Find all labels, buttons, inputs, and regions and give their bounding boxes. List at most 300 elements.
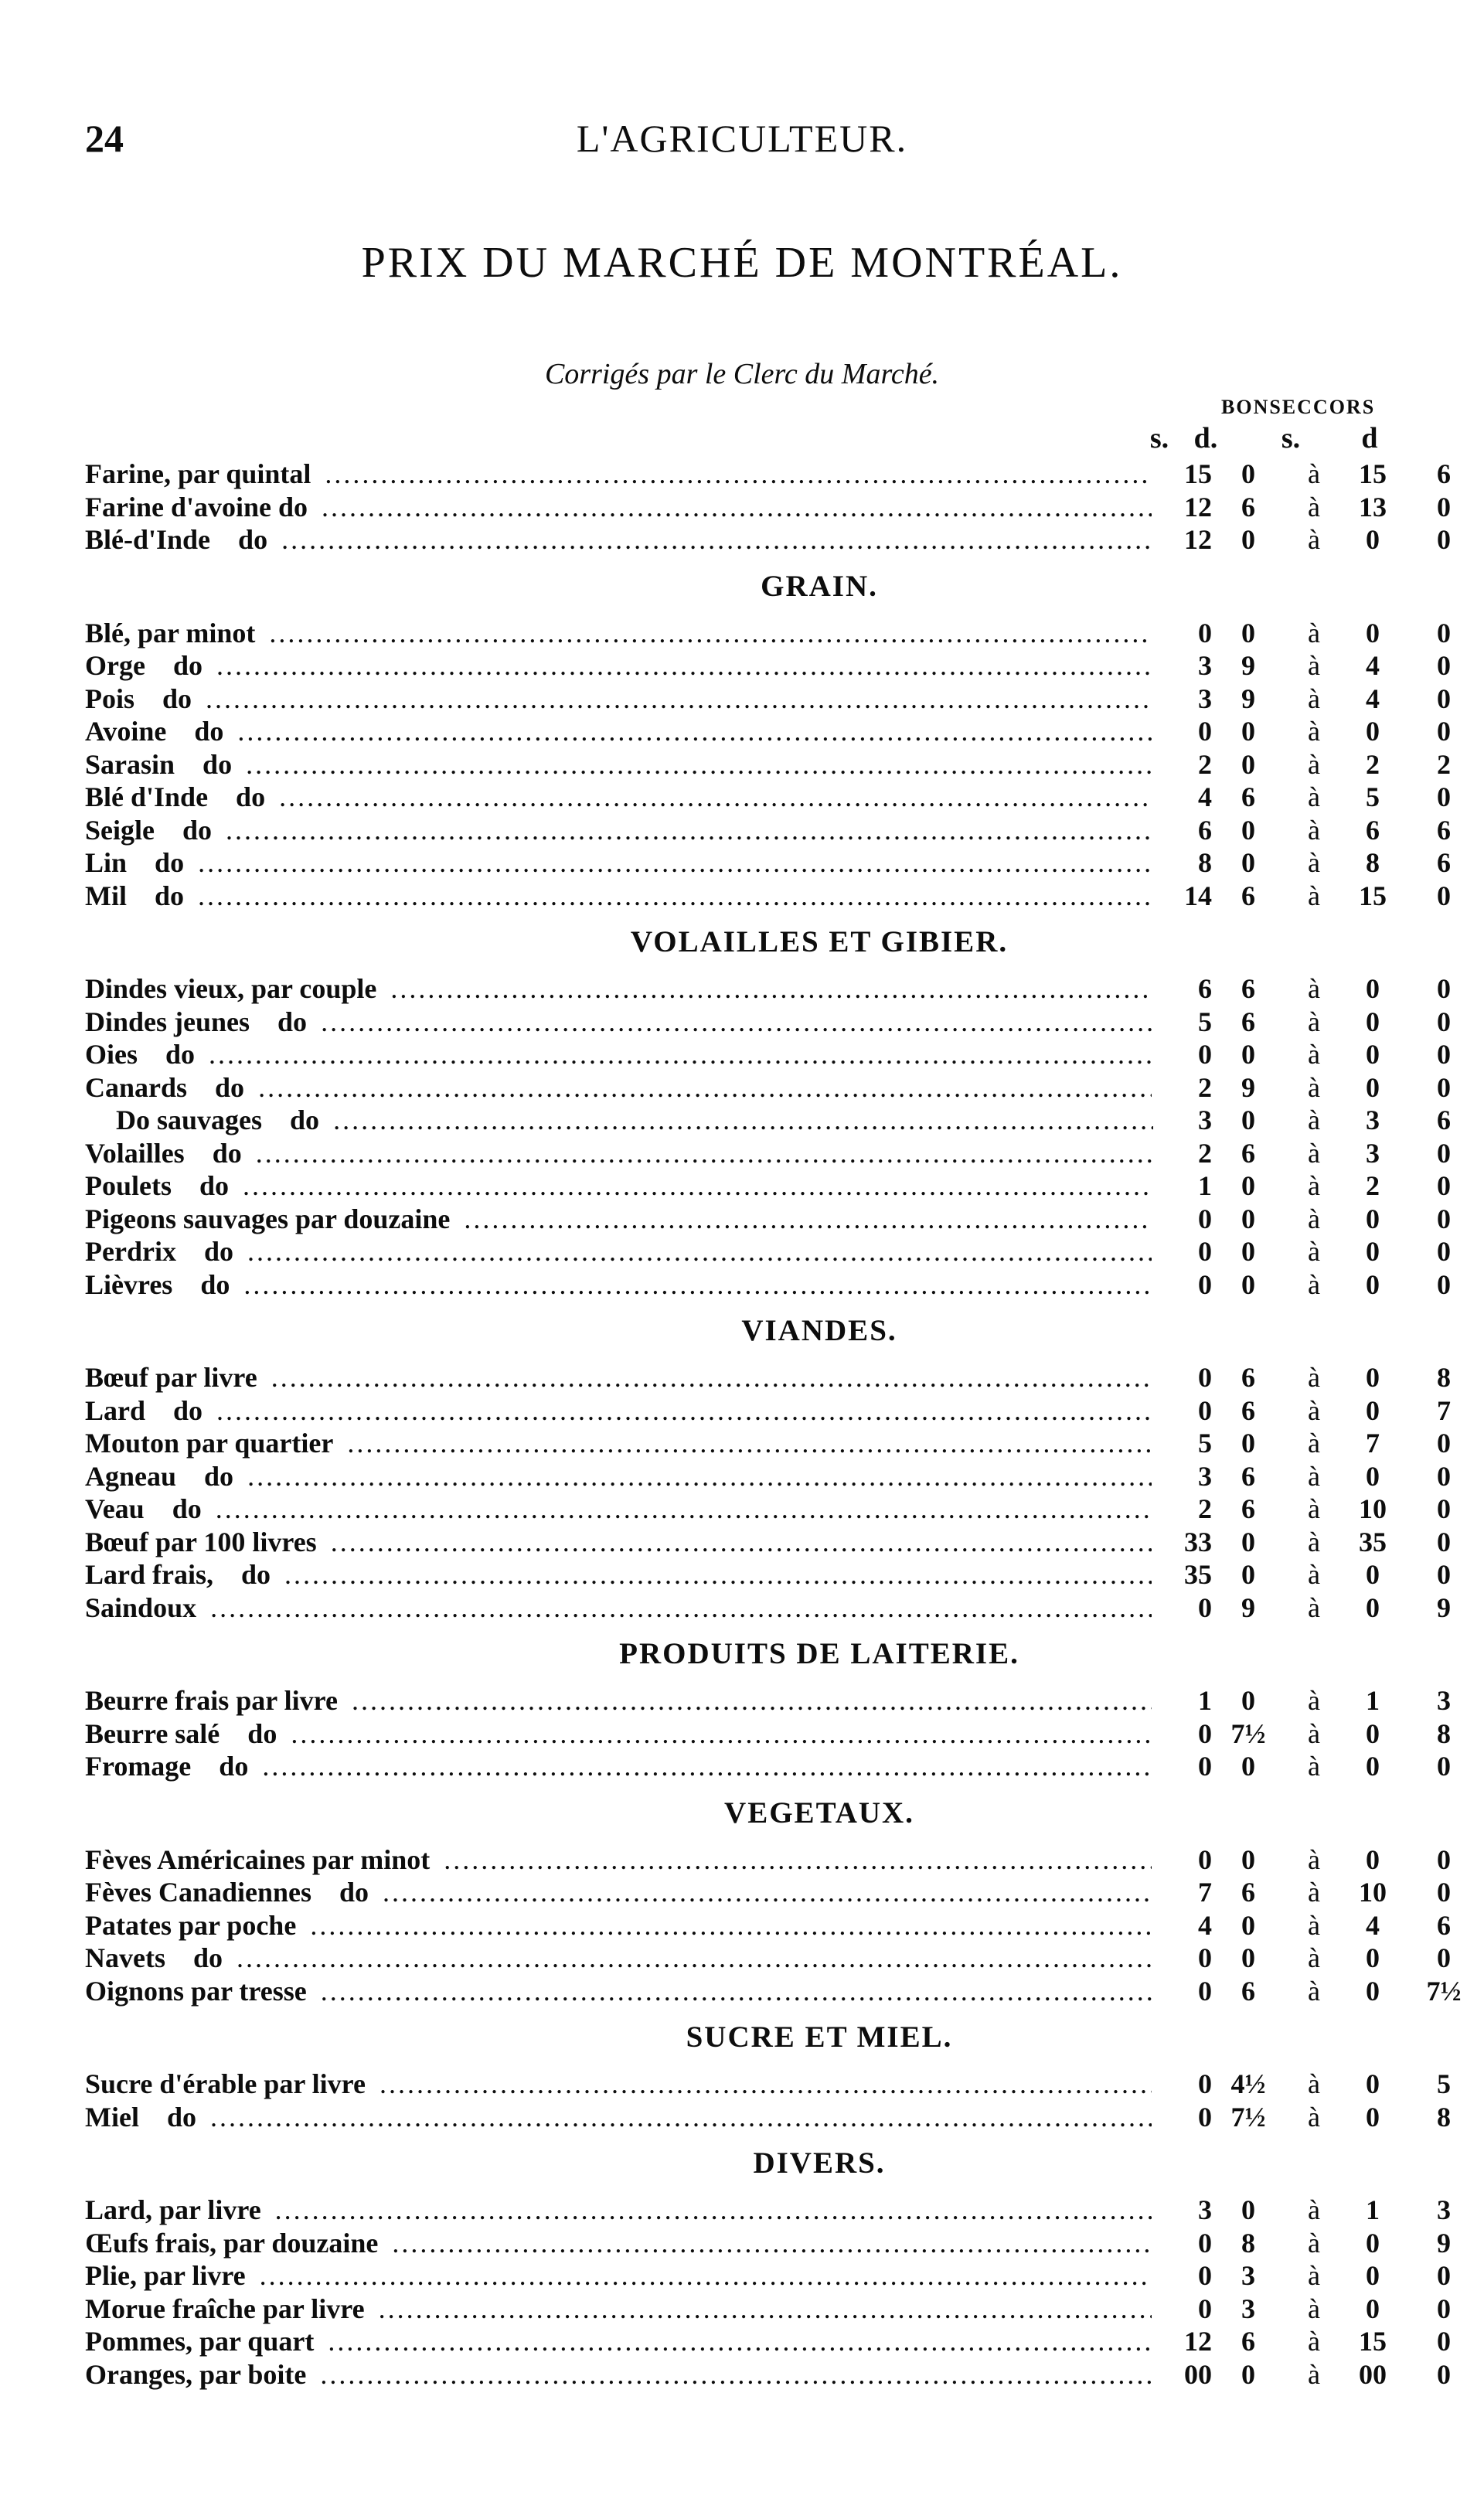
price-min-pence: 0 (1213, 748, 1283, 781)
item-unit: do (182, 815, 216, 846)
item-label: Navets (85, 1942, 170, 1973)
price-row-label-wrap (85, 523, 1152, 557)
price-separator: à (1283, 715, 1345, 748)
price-row-label-wrap (85, 2101, 1152, 2134)
item-unit: do (238, 524, 272, 555)
price-max-shillings: 2 (1337, 1169, 1408, 1203)
item-label: Lard, par livre (85, 2194, 266, 2225)
item-label: Sarasin (85, 749, 179, 780)
price-max-pence: 7 (1411, 1394, 1476, 1428)
price-min-shillings: 0 (1153, 2293, 1212, 2326)
price-separator: à (1283, 1526, 1345, 1559)
item-label: Oies (85, 1039, 142, 1070)
item-unit: do (339, 1877, 373, 1908)
price-row-label-wrap (85, 2325, 1152, 2358)
price-max-shillings: 15 (1337, 458, 1408, 491)
price-max-pence: 0 (1411, 649, 1476, 683)
price-min-shillings: 2 (1153, 1493, 1212, 1526)
price-max-shillings: 0 (1337, 1394, 1408, 1428)
price-row (85, 1235, 1451, 1268)
price-max-shillings: 0 (1337, 1460, 1408, 1493)
price-separator: à (1283, 1038, 1345, 1071)
price-row-label-wrap (85, 1137, 1152, 1170)
price-min-pence: 6 (1213, 972, 1283, 1006)
price-separator: à (1283, 1006, 1345, 1039)
price-min-shillings: 3 (1153, 683, 1212, 716)
price-max-pence: 0 (1411, 491, 1476, 524)
price-row (85, 2259, 1451, 2293)
price-separator: à (1283, 1104, 1345, 1137)
price-min-shillings: 3 (1153, 1460, 1212, 1493)
price-row-label-wrap (85, 1717, 1152, 1751)
item-label: Beurre salé (85, 1718, 224, 1749)
price-separator: à (1283, 1493, 1345, 1526)
page-title: PRIX DU MARCHÉ DE MONTRÉAL. (361, 239, 1123, 287)
price-row-label-wrap (85, 1071, 1152, 1105)
price-row-label-wrap (85, 683, 1152, 716)
price-row (85, 1427, 1451, 1460)
price-max-shillings: 0 (1337, 523, 1408, 557)
price-min-shillings: 12 (1153, 491, 1212, 524)
price-max-pence: 9 (1411, 1591, 1476, 1625)
price-separator: à (1283, 1137, 1345, 1170)
price-row-label-wrap (85, 1591, 1152, 1625)
price-min-shillings: 12 (1153, 523, 1212, 557)
price-max-pence: 0 (1411, 1493, 1476, 1526)
item-label: Blé-d'Inde (85, 524, 215, 555)
item-label: Oignons par tresse (85, 1976, 311, 2007)
item-unit: do (165, 1039, 199, 1070)
item-label: Patates par poche (85, 1910, 301, 1941)
price-row (85, 1876, 1451, 1909)
price-separator: à (1283, 1394, 1345, 1428)
item-unit: do (219, 1751, 253, 1782)
price-min-pence: 0 (1213, 1909, 1283, 1942)
item-unit: do (204, 1461, 238, 1492)
price-min-shillings: 35 (1153, 1558, 1212, 1591)
price-separator: à (1283, 1169, 1345, 1203)
price-max-shillings: 5 (1337, 781, 1408, 814)
price-max-shillings: 0 (1337, 1268, 1408, 1302)
price-min-pence: 0 (1213, 814, 1283, 847)
price-min-shillings: 15 (1153, 458, 1212, 491)
price-max-shillings: 6 (1337, 814, 1408, 847)
item-label: Lièvres (85, 1269, 177, 1300)
price-max-pence: 0 (1411, 972, 1476, 1006)
price-min-shillings: 0 (1153, 1038, 1212, 1071)
price-max-pence: 0 (1411, 1942, 1476, 1975)
price-max-pence: 8 (1411, 1717, 1476, 1751)
price-max-pence: 3 (1411, 1684, 1476, 1717)
price-min-pence: 0 (1213, 1203, 1283, 1236)
price-min-pence: 8 (1213, 2227, 1283, 2260)
price-max-shillings: 10 (1337, 1493, 1408, 1526)
price-max-shillings: 8 (1337, 846, 1408, 880)
price-max-shillings: 0 (1337, 1361, 1408, 1394)
price-min-pence: 6 (1213, 1361, 1283, 1394)
price-row (85, 683, 1451, 716)
price-min-shillings: 3 (1153, 1104, 1212, 1137)
price-min-shillings: 0 (1153, 1268, 1212, 1302)
price-row (85, 491, 1451, 524)
price-row (85, 1750, 1451, 1783)
price-separator: à (1283, 1843, 1345, 1877)
price-min-pence: 0 (1213, 1268, 1283, 1302)
price-min-pence: 0 (1213, 617, 1283, 650)
price-row (85, 1909, 1451, 1942)
item-label: Pois (85, 683, 139, 714)
price-row (85, 1203, 1451, 1236)
price-max-pence: 0 (1411, 781, 1476, 814)
price-min-shillings: 5 (1153, 1006, 1212, 1039)
price-separator: à (1283, 1909, 1345, 1942)
price-min-pence: 0 (1213, 1235, 1283, 1268)
item-label: Farine, par quintal (85, 458, 315, 489)
price-row (85, 1942, 1451, 1975)
price-min-shillings: 33 (1153, 1526, 1212, 1559)
item-label: Lard (85, 1395, 150, 1426)
price-max-shillings: 4 (1337, 1909, 1408, 1942)
price-max-shillings: 10 (1337, 1876, 1408, 1909)
price-min-shillings: 3 (1153, 649, 1212, 683)
price-row-label-wrap (85, 880, 1152, 913)
price-separator: à (1283, 2227, 1345, 2260)
price-max-shillings: 2 (1337, 748, 1408, 781)
price-max-pence: 6 (1411, 814, 1476, 847)
item-label: Bœuf par 100 livres (85, 1527, 322, 1557)
item-unit: do (155, 880, 189, 911)
price-max-shillings: 13 (1337, 491, 1408, 524)
page-subtitle: Corrigés par le Clerc du Marché. (544, 358, 940, 390)
item-label: Œufs frais, par douzaine (85, 2228, 383, 2259)
price-min-pence: 0 (1213, 846, 1283, 880)
unit-pence-max: d (1361, 422, 1378, 454)
price-max-pence: 3 (1411, 2194, 1476, 2227)
price-max-shillings: 0 (1337, 1006, 1408, 1039)
item-label: Agneau (85, 1461, 181, 1492)
price-row (85, 1169, 1451, 1203)
price-row-label-wrap (85, 972, 1152, 1006)
price-max-shillings: 1 (1337, 2194, 1408, 2227)
price-max-pence: 0 (1411, 683, 1476, 716)
price-separator: à (1283, 814, 1345, 847)
price-row (85, 846, 1451, 880)
price-row-label-wrap (85, 1006, 1152, 1039)
price-max-pence: 0 (1411, 1268, 1476, 1302)
price-min-shillings: 0 (1153, 2259, 1212, 2293)
price-min-shillings: 4 (1153, 1909, 1212, 1942)
price-separator: à (1283, 649, 1345, 683)
price-max-shillings: 0 (1337, 2068, 1408, 2101)
price-min-shillings: 0 (1153, 1843, 1212, 1877)
price-min-pence: 6 (1213, 1460, 1283, 1493)
price-min-pence: 6 (1213, 1006, 1283, 1039)
price-max-shillings: 0 (1337, 1203, 1408, 1236)
price-max-pence: 0 (1411, 1427, 1476, 1460)
price-min-pence: 3 (1213, 2293, 1283, 2326)
price-separator: à (1283, 2194, 1345, 2227)
item-unit: do (193, 1942, 227, 1973)
price-min-pence: 0 (1213, 1558, 1283, 1591)
price-min-shillings: 0 (1153, 2227, 1212, 2260)
price-min-pence: 0 (1213, 1427, 1283, 1460)
price-min-pence: 9 (1213, 1591, 1283, 1625)
price-separator: à (1283, 1750, 1345, 1783)
price-min-shillings: 0 (1153, 1394, 1212, 1428)
price-row-label-wrap (85, 748, 1152, 781)
price-row-label-wrap (85, 1169, 1152, 1203)
price-row-label-wrap (85, 1203, 1152, 1236)
item-unit: do (172, 1493, 206, 1524)
price-min-pence: 0 (1213, 1169, 1283, 1203)
item-label: Bœuf par livre (85, 1362, 262, 1393)
price-separator: à (1283, 781, 1345, 814)
price-min-shillings: 12 (1153, 2325, 1212, 2358)
price-max-pence: 0 (1411, 617, 1476, 650)
price-min-pence: 7½ (1213, 2101, 1283, 2134)
price-max-pence: 0 (1411, 2358, 1476, 2391)
price-max-shillings: 35 (1337, 1526, 1408, 1559)
price-min-pence: 6 (1213, 2325, 1283, 2358)
price-row-label-wrap (85, 1942, 1152, 1975)
price-row (85, 2101, 1451, 2134)
item-label: Seigle (85, 815, 159, 846)
price-row-label-wrap (85, 1493, 1152, 1526)
price-min-shillings: 00 (1153, 2358, 1212, 2391)
price-row (85, 2227, 1451, 2260)
price-min-pence: 0 (1213, 1104, 1283, 1137)
price-row-label-wrap (85, 649, 1152, 683)
page-number: 24 (85, 117, 124, 160)
price-separator: à (1283, 1684, 1345, 1717)
price-min-pence: 0 (1213, 1942, 1283, 1975)
price-row (85, 781, 1451, 814)
item-unit: do (241, 1559, 275, 1590)
item-label: Perdrix (85, 1236, 181, 1267)
price-row (85, 2194, 1451, 2227)
price-max-pence: 6 (1411, 1909, 1476, 1942)
price-max-pence: 0 (1411, 1137, 1476, 1170)
section-heading: GRAIN. (761, 569, 878, 603)
price-row (85, 1038, 1451, 1071)
price-min-pence: 0 (1213, 458, 1283, 491)
item-label: Orge (85, 650, 150, 681)
item-unit: do (203, 749, 237, 780)
item-label: Canards (85, 1072, 192, 1103)
price-min-pence: 6 (1213, 781, 1283, 814)
price-row-label-wrap (85, 1876, 1152, 1909)
price-separator: à (1283, 2101, 1345, 2134)
price-row-label-wrap (85, 458, 1152, 491)
price-separator: à (1283, 748, 1345, 781)
price-separator: à (1283, 1591, 1345, 1625)
price-row (85, 1361, 1451, 1394)
price-min-pence: 0 (1213, 523, 1283, 557)
section-heading: SUCRE ET MIEL. (686, 2020, 953, 2054)
price-max-shillings: 4 (1337, 649, 1408, 683)
price-min-shillings: 0 (1153, 1591, 1212, 1625)
price-separator: à (1283, 2293, 1345, 2326)
price-separator: à (1283, 683, 1345, 716)
price-min-shillings: 14 (1153, 880, 1212, 913)
price-separator: à (1283, 1558, 1345, 1591)
price-row-label-wrap (85, 617, 1152, 650)
price-min-pence: 4½ (1213, 2068, 1283, 2101)
price-separator: à (1283, 491, 1345, 524)
price-separator: à (1283, 880, 1345, 913)
price-separator: à (1283, 972, 1345, 1006)
price-max-shillings: 0 (1337, 2259, 1408, 2293)
price-max-pence: 8 (1411, 1361, 1476, 1394)
price-row-label-wrap (85, 1909, 1152, 1942)
price-max-shillings: 0 (1337, 1843, 1408, 1877)
price-row-label-wrap (85, 2293, 1152, 2326)
price-row (85, 2293, 1451, 2326)
price-min-pence: 3 (1213, 2259, 1283, 2293)
price-separator: à (1283, 846, 1345, 880)
price-min-pence: 6 (1213, 880, 1283, 913)
price-min-shillings: 0 (1153, 2068, 1212, 2101)
price-max-pence: 0 (1411, 1876, 1476, 1909)
price-max-shillings: 3 (1337, 1137, 1408, 1170)
price-row-label-wrap (85, 1684, 1152, 1717)
item-label: Mil (85, 880, 131, 911)
item-unit: do (199, 1170, 233, 1201)
price-max-pence: 2 (1411, 748, 1476, 781)
price-max-pence: 6 (1411, 846, 1476, 880)
price-separator: à (1283, 1071, 1345, 1105)
price-max-pence: 0 (1411, 1526, 1476, 1559)
item-label: Avoine (85, 716, 171, 747)
price-row-label-wrap (85, 1394, 1152, 1428)
price-max-pence: 6 (1411, 1104, 1476, 1137)
price-min-pence: 0 (1213, 2358, 1283, 2391)
price-row-label-wrap (85, 1750, 1152, 1783)
item-label: Fèves Canadiennes (85, 1877, 316, 1908)
price-max-shillings: 0 (1337, 1071, 1408, 1105)
price-row (85, 1104, 1451, 1137)
price-max-shillings: 0 (1337, 617, 1408, 650)
item-label: Poulets (85, 1170, 176, 1201)
price-separator: à (1283, 2325, 1345, 2358)
price-row (85, 748, 1451, 781)
price-max-shillings: 0 (1337, 1750, 1408, 1783)
price-row (85, 458, 1451, 491)
price-list (85, 458, 1462, 2391)
price-row-label-wrap (85, 715, 1152, 748)
price-separator: à (1283, 2358, 1345, 2391)
price-max-pence: 0 (1411, 2259, 1476, 2293)
item-label: Dindes vieux, par couple (85, 973, 381, 1004)
price-max-pence: 0 (1411, 880, 1476, 913)
item-label: Mouton par quartier (85, 1428, 338, 1459)
price-min-pence: 9 (1213, 1071, 1283, 1105)
price-row (85, 1006, 1451, 1039)
item-unit: do (162, 683, 196, 714)
price-min-shillings: 8 (1153, 846, 1212, 880)
section-heading: VEGETAUX. (724, 1796, 914, 1830)
price-row (85, 1843, 1451, 1877)
price-row-label-wrap (85, 1427, 1152, 1460)
item-unit: do (247, 1718, 281, 1749)
price-min-shillings: 5 (1153, 1427, 1212, 1460)
item-label: Oranges, par boite (85, 2359, 311, 2390)
price-min-pence: 6 (1213, 1975, 1283, 2008)
price-min-pence: 6 (1213, 1493, 1283, 1526)
price-min-shillings: 0 (1153, 617, 1212, 650)
item-unit: do (277, 1006, 311, 1037)
price-min-pence: 0 (1213, 1750, 1283, 1783)
price-max-shillings: 0 (1337, 972, 1408, 1006)
item-label: Saindoux (85, 1592, 201, 1623)
price-separator: à (1283, 1876, 1345, 1909)
price-min-shillings: 1 (1153, 1684, 1212, 1717)
price-row-label-wrap (85, 1038, 1152, 1071)
price-separator: à (1283, 2259, 1345, 2293)
price-max-shillings: 0 (1337, 2227, 1408, 2260)
price-min-pence: 0 (1213, 715, 1283, 748)
section-heading: VIANDES. (741, 1314, 897, 1347)
price-separator: à (1283, 1361, 1345, 1394)
price-row (85, 1591, 1451, 1625)
unit-shillings-max: s. (1281, 422, 1301, 454)
price-max-shillings: 0 (1337, 1038, 1408, 1071)
price-separator: à (1283, 1460, 1345, 1493)
price-row-label-wrap (85, 2194, 1152, 2227)
price-min-shillings: 0 (1153, 1942, 1212, 1975)
price-row-label-wrap (85, 1975, 1152, 2008)
price-row-label-wrap (85, 491, 1152, 524)
price-row (85, 1975, 1462, 2008)
price-min-shillings: 7 (1153, 1876, 1212, 1909)
price-max-shillings: 1 (1337, 1684, 1408, 1717)
price-min-shillings: 0 (1153, 715, 1212, 748)
price-separator: à (1283, 617, 1345, 650)
item-unit: do (167, 2102, 201, 2133)
item-label: Fromage (85, 1751, 196, 1782)
item-unit: do (200, 1269, 234, 1300)
item-label: Do sauvages (116, 1105, 267, 1135)
price-min-pence: 9 (1213, 649, 1283, 683)
price-max-shillings: 0 (1337, 1558, 1408, 1591)
price-max-pence: 0 (1411, 1843, 1476, 1877)
price-row (85, 715, 1451, 748)
price-row (85, 617, 1451, 650)
price-row (85, 1558, 1451, 1591)
price-row (85, 1268, 1451, 1302)
price-min-shillings: 2 (1153, 1071, 1212, 1105)
price-max-pence: 0 (1411, 715, 1476, 748)
price-separator: à (1283, 1268, 1345, 1302)
price-max-pence: 0 (1411, 1235, 1476, 1268)
market-name: BONSECCORS (1221, 396, 1376, 418)
item-label: Blé d'Inde (85, 781, 213, 812)
price-row (85, 2325, 1451, 2358)
item-unit: do (173, 1395, 207, 1426)
price-max-pence: 0 (1411, 523, 1476, 557)
price-max-pence: 6 (1411, 458, 1476, 491)
price-max-pence: 0 (1411, 1006, 1476, 1039)
price-row-label-wrap (85, 1526, 1152, 1559)
price-separator: à (1283, 2068, 1345, 2101)
item-unit: do (155, 847, 189, 878)
price-min-pence: 0 (1213, 1526, 1283, 1559)
price-max-pence: 8 (1411, 2101, 1476, 2134)
price-row (85, 2358, 1451, 2391)
price-min-shillings: 0 (1153, 1235, 1212, 1268)
price-min-shillings: 2 (1153, 1137, 1212, 1170)
price-max-shillings: 3 (1337, 1104, 1408, 1137)
